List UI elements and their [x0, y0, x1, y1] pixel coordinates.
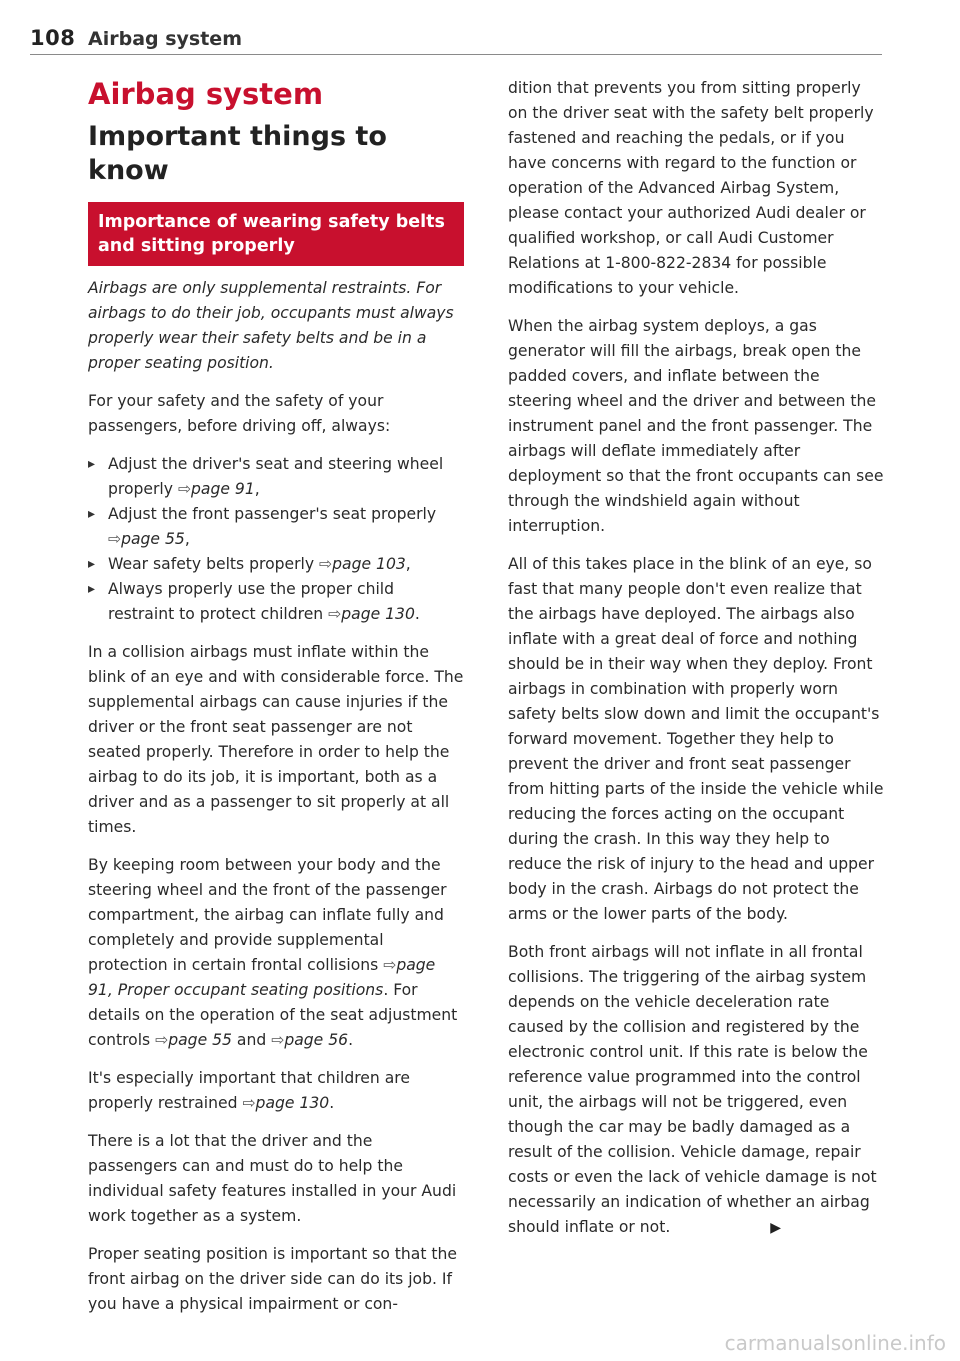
page-header	[30, 18, 882, 55]
page-link[interactable]: page 55	[168, 1031, 232, 1049]
paragraph: Both front airbags will not inflate in all frontal collisions. The triggering of the airbag system depends on the vehicle deceleration rate caused by the collision and registered by the electronic control unit. If this rate is below the reference value programmed into the control unit, the airbags will not be triggered, even though the car may be badly damaged as a result of the collision. Vehicle damage, repair costs or even the lack of vehicle damage is not necessarily an indication of whether an airbag should inflate or not. ▶	[508, 940, 884, 1241]
watermark: carmanualsonline.info	[724, 1331, 946, 1355]
page-link[interactable]: page 55	[121, 530, 185, 548]
paragraph: All of this takes place in the blink of an eye, so fast that many people don't even realize that the airbags have deployed. The airbags also inflate with a great deal of force and nothing should be in their way when they deploy. Front airbags in combination with properly worn safety belts slow down and limit the occupant's forward movement. Together they help to prevent the driver and front seat passenger from hitting parts of the inside the vehicle while reducing the forces acting on the occupant during the crash. In this way they help to reduce the risk of injury to the head and upper body in the crash. Airbags do not protect the arms or the lower parts of the body.	[508, 555, 884, 923]
list-item: ▸ Always properly use the proper child restraint to protect children ⇨page 130.	[88, 577, 464, 627]
paragraph: For your safety and the safety of your passengers, before driving off, always:	[88, 392, 391, 435]
page-link[interactable]: page 91, Proper occupant seating positions	[88, 956, 436, 999]
left-column	[88, 76, 464, 1330]
topic-title: Important things to know	[88, 121, 387, 186]
paragraph: dition that prevents you from sitting properly on the driver seat with the safety belt properly fastened and reaching the pedals, or if you have concerns with regard to the function or operation of the Advanced Airbag System, please contact your authorized Audi dealer or qualified workshop, or call Audi Customer Relations at 1-800-822-2834 for possible modifications to your vehicle.	[508, 79, 874, 297]
arrow-right-icon: ⇨	[108, 530, 122, 548]
arrow-right-icon: ⇨	[328, 605, 342, 623]
arrow-right-icon: ⇨	[155, 1031, 169, 1049]
intro-paragraph: Airbags are only supplemental restraints. For airbags to do their job, occupants must always properly wear their safety belts and be in a proper seating position.	[88, 279, 454, 372]
list-item: ▸ Wear safety belts properly ⇨page 103,	[88, 552, 464, 577]
paragraph: When the airbag system deploys, a gas generator will fill the airbags, break open the padded covers, and inflate between the steering wheel and the driver and between the instrument panel and the front passenger. The airbags will deflate immediately after deployment so that the front occupants can see through the windshield again without interruption.	[508, 317, 884, 535]
arrow-right-icon: ⇨	[383, 956, 397, 974]
paragraph: By keeping room between your body and the steering wheel and the front of the passenger compartment, the airbag can inflate fully and completely and provide supplemental protection in certain frontal collisions ⇨page 91, Proper occupant seating positions. For details on the operation of the seat adjustment controls ⇨page 55 and ⇨page 56.	[88, 856, 458, 1049]
paragraph: Proper seating position is important so that the front airbag on the driver side can do its job. If you have a physical impairment or con-	[88, 1245, 458, 1313]
list-item: ▸ Adjust the front passenger's seat properly ⇨page 55,	[88, 502, 464, 552]
page-link[interactable]: page 103	[332, 555, 406, 573]
page-number: 108	[30, 26, 76, 50]
paragraph: There is a lot that the driver and the passengers can and must do to help the individual safety features installed in your Audi work together as a system.	[88, 1132, 457, 1225]
page-link[interactable]: page 130	[341, 605, 415, 623]
action-list	[88, 452, 464, 627]
section-title: Airbag system	[88, 77, 324, 111]
arrow-right-icon: ⇨	[319, 555, 333, 573]
subsection-banner: Importance of wearing safety belts and sitting properly	[88, 202, 464, 266]
continue-arrow-icon: ▶	[770, 1220, 782, 1236]
list-item: ▸ Adjust the driver's seat and steering wheel properly ⇨page 91,	[88, 452, 464, 502]
page-link[interactable]: page 91	[191, 480, 255, 498]
arrow-right-icon: ⇨	[177, 480, 192, 498]
paragraph: It's especially important that children are properly restrained ⇨page 130.	[88, 1069, 410, 1112]
arrow-right-icon: ⇨	[271, 1031, 285, 1049]
page-link[interactable]: page 56	[284, 1031, 349, 1049]
paragraph: In a collision airbags must inflate within the blink of an eye and with considerable force. The supplemental airbags can cause injuries if the driver or the front seat passenger are not seated properly. Therefore in order to help the airbag to do its job, it is important, both as a driver and as a passenger to sit properly at all times.	[88, 643, 464, 836]
running-title: Airbag system	[88, 28, 242, 50]
right-column	[508, 76, 884, 1254]
page-link[interactable]: page 130	[255, 1094, 330, 1112]
arrow-right-icon: ⇨	[242, 1094, 256, 1112]
